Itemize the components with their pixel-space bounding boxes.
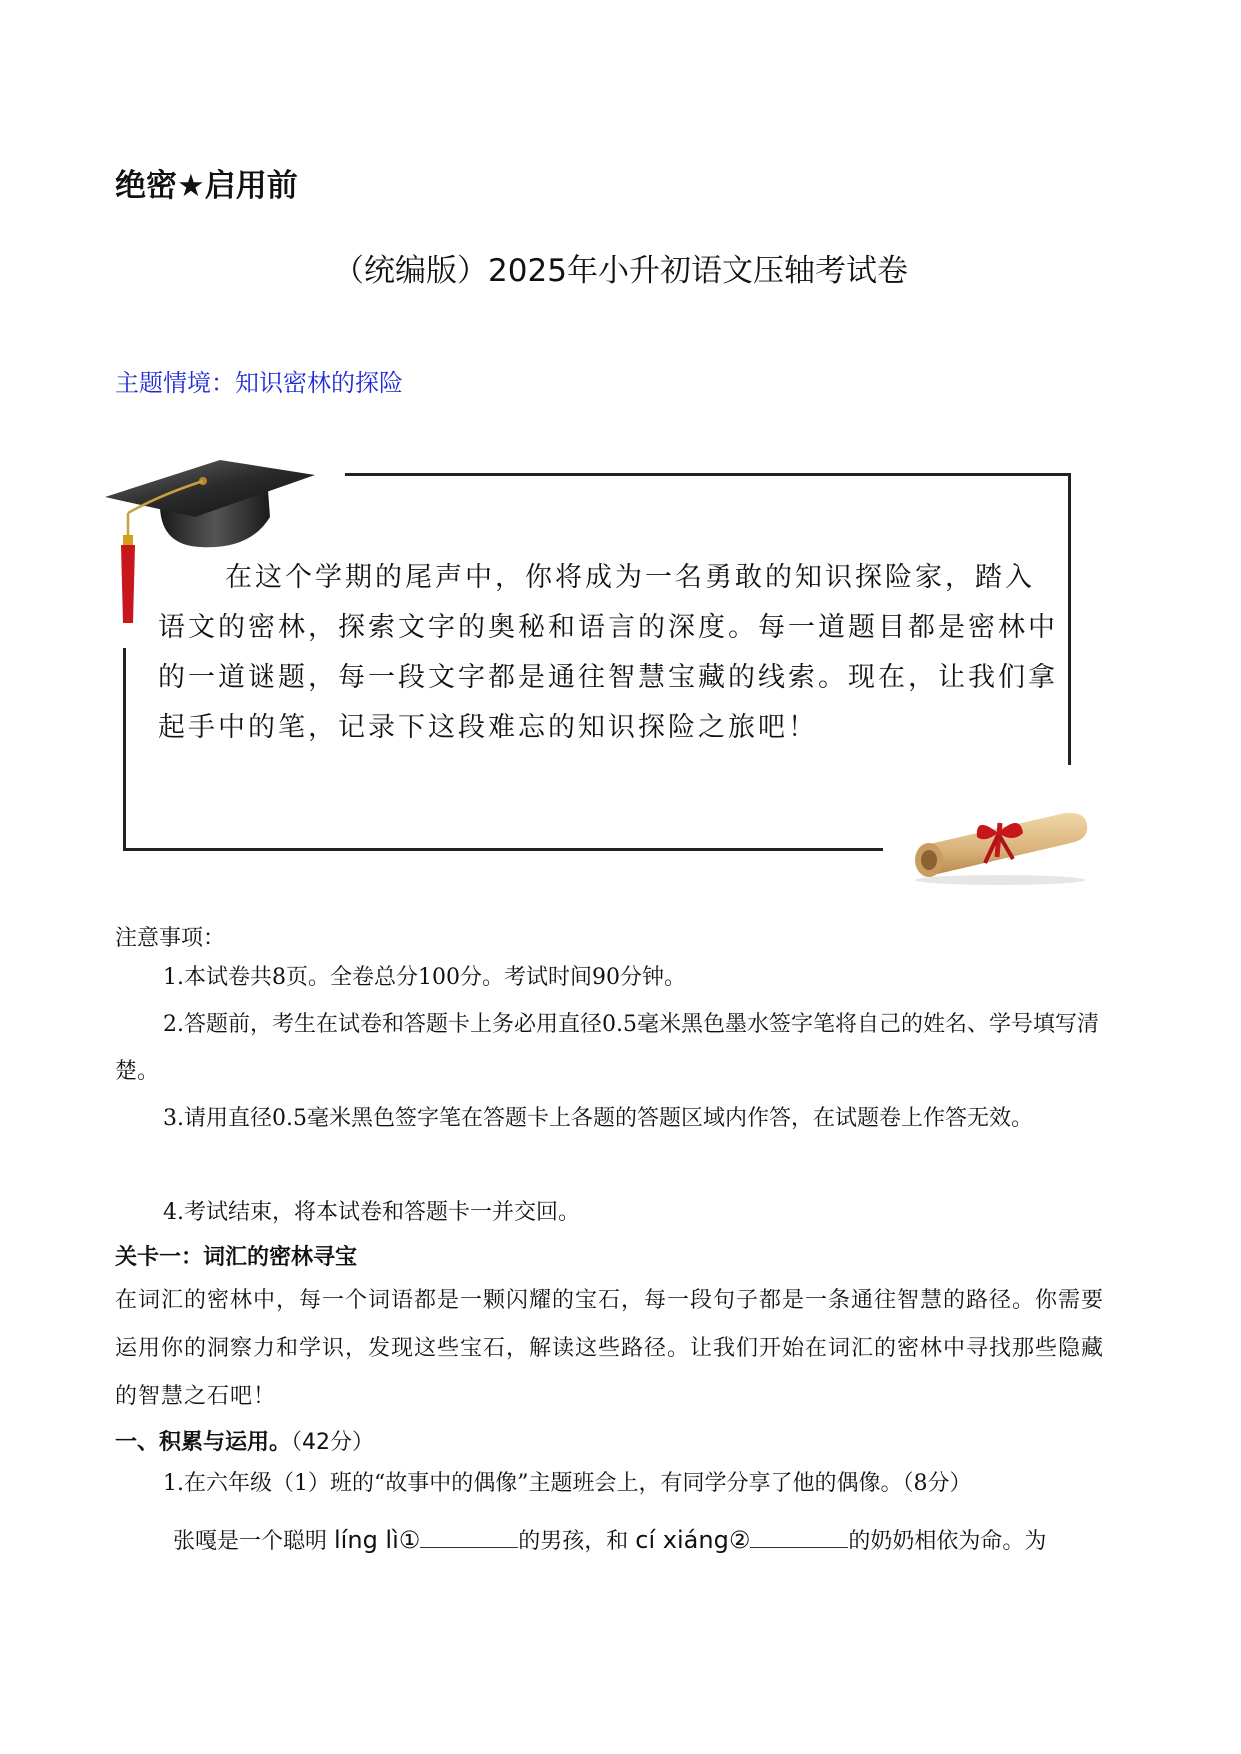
theme-line: 主题情境：知识密林的探险 xyxy=(115,369,403,397)
answer-blank[interactable] xyxy=(750,1527,848,1548)
sentence-part: 张嘎是一个聪明 xyxy=(173,1529,328,1554)
frame-top-border xyxy=(345,473,1070,476)
note-item: 3.请用直径0.5毫米黑色签字笔在答题卡上各题的答题区域内作答，在试题卷上作答无效。 xyxy=(163,1106,1033,1131)
intro-passage xyxy=(158,553,1058,753)
frame-right-border xyxy=(1068,473,1071,765)
level-intro-text: 在词汇的密林中，每一个词语都是一颗闪耀的宝石，每一段句子都是一条通往智慧的路径。你需要运用你的洞察力和学识，发现这些宝石，解读这些路径。让我们开始在词汇的密林中寻找那些隐藏的智慧之石吧！ xyxy=(115,1288,1105,1409)
fill-in-sentence xyxy=(173,1524,1046,1555)
note-item: 1.本试卷共8页。全卷总分100分。考试时间90分钟。 xyxy=(163,965,686,990)
answer-blank[interactable] xyxy=(420,1527,518,1548)
section-score: （42分） xyxy=(291,1430,375,1455)
sentence-part: 的奶奶相依为命。为 xyxy=(848,1529,1047,1554)
exam-title: （统编版）2025年小升初语文压轴考试卷 xyxy=(333,253,908,289)
level-title: 关卡一：词汇的密林寻宝 xyxy=(115,1245,358,1270)
note-item: 4.考试结束，将本试卷和答题卡一并交回。 xyxy=(163,1200,580,1225)
section-heading xyxy=(115,1425,374,1456)
pinyin-prompt: cí xiáng② xyxy=(635,1526,751,1554)
frame-bottom-border xyxy=(123,848,883,851)
level-intro xyxy=(115,1277,1125,1421)
confidential-label: 绝密★启用前 xyxy=(115,168,298,204)
question-1: 1.在六年级（1）班的“故事中的偶像”主题班会上，有同学分享了他的偶像。（8分） xyxy=(163,1471,972,1496)
diploma-scroll-icon xyxy=(905,795,1095,885)
pinyin-prompt: líng lì① xyxy=(334,1526,421,1554)
notes-title: 注意事项： xyxy=(115,926,226,951)
sentence-part: 的男孩，和 xyxy=(518,1529,629,1554)
note-item: 2.答题前，考生在试卷和答题卡上务必用直径0.5毫米黑色墨水签字笔将自己的姓名、学号填写清楚。 xyxy=(115,1012,1099,1084)
section-title: 一、积累与运用。 xyxy=(115,1430,292,1455)
intro-text: 在这个学期的尾声中，你将成为一名勇敢的知识探险家，踏入语文的密林，探索文字的奥秘和语言的深度。每一道题目都是密林中的一道谜题，每一段文字都是通往智慧宝藏的线索。现在，让我们拿起手中的笔，记录下这段难忘的知识探险之旅吧！ xyxy=(158,562,1058,743)
frame-left-border xyxy=(123,648,126,851)
